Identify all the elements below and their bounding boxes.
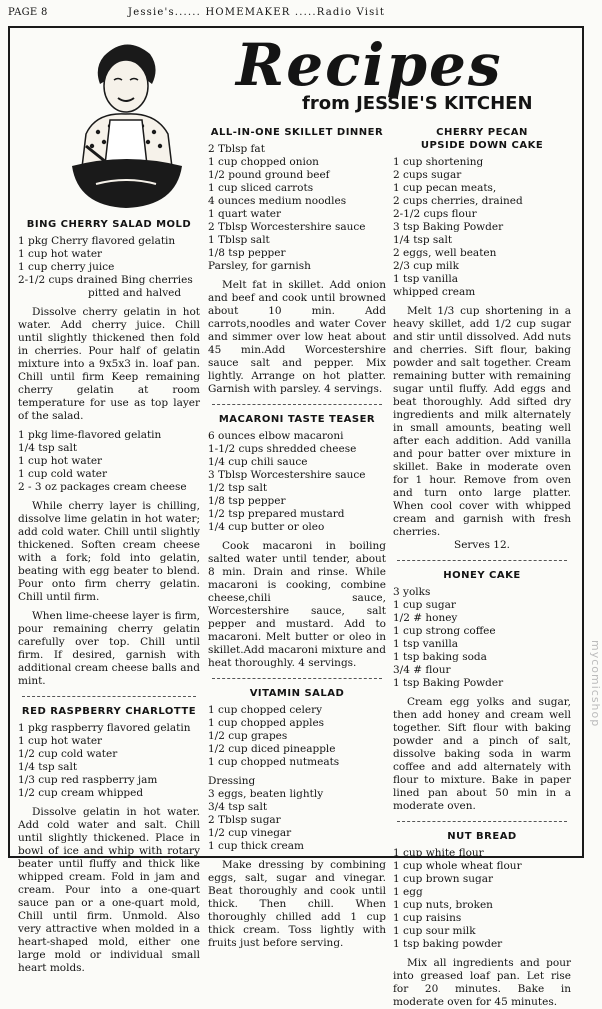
ingredient: 1 cup brown sugar <box>393 873 494 885</box>
ingredient: 2-1/2 cups drained Bing cherries <box>18 274 193 286</box>
ingredient: 1/2 cup vinegar <box>208 827 292 839</box>
ingredient: 1/4 tsp salt <box>18 761 78 773</box>
ingredient: 1 cup sugar <box>393 599 456 611</box>
ingredient: 1/2 cup grapes <box>208 730 288 742</box>
ingredient: 1 cup thick cream <box>208 840 304 852</box>
ingredient: 1 cup chopped celery <box>208 704 323 716</box>
ingredient-list <box>18 429 200 494</box>
ingredient: 1 cup chopped nutmeats <box>208 756 340 768</box>
ingredient: 1 cup cherry juice <box>18 261 115 273</box>
recipe-title: MACARONI TASTE TEASER <box>218 414 376 425</box>
ingredient: 2 Tblsp Worcestershire sauce <box>208 221 366 233</box>
ingredient: 3 Tblsp Worcestershire sauce <box>208 469 366 481</box>
instructions: Mix all ingredients and pour into greased loaf pan. Let rise for 20 minutes. Bake in moderate oven for 45 minutes. <box>393 957 571 1008</box>
ingredient: 1 pkg lime-flavored gelatin <box>18 429 162 441</box>
instructions: Dissolve gelatin in hot water. Add cold water and salt. Chill until slightly thickened. Place in bowl of ice and whip with rotary beater until fluffy and thick like whipped cream. Fold in jam and cream. Pour into a one-quart sauce pan or a one-quart mold, Chill until firm. Unmold. Also very attractive when molded in a heart-shaped mold, either one large mold or individual small heart molds. <box>18 806 200 974</box>
ingredient: 4 ounces medium noodles <box>208 195 347 207</box>
instructions: Dissolve cherry gelatin in hot water. Add cherry juice. Chill until slightly thickened then fold in cherries. Pour half of gelatin mixture into a 9x5x3 in. loaf pan. Chill until firm Keep remaining cherry gelatin at room temperature for use as top layer of the salad. <box>18 306 200 422</box>
ingredient: 1 tsp vanilla <box>393 273 458 285</box>
ingredient: 3 tsp Baking Powder <box>393 221 504 233</box>
ingredient: whipped cream <box>393 286 476 298</box>
ingredient: 2 - 3 oz packages cream cheese <box>18 481 187 493</box>
page-number: PAGE 8 <box>8 7 48 18</box>
ingredient: 2 Tblsp sugar <box>208 814 281 826</box>
instructions: Cook macaroni in boiling salted water until tender, about 8 min. Drain and rinse. While macaroni is cooking, combine cheese,chili sauce, Worcestershire sauce, salt pepper and mustard. Add to macaroni. Melt butter or oleo in skillet.Add macaroni mixture and heat thoroughly. 4 servings. <box>208 540 386 669</box>
recipe-title: NUT BREAD <box>447 831 517 842</box>
ingredient: 1 tsp baking powder <box>393 938 503 950</box>
instructions: Cream egg yolks and sugar, then add honey and cream well together. Sift flour with baking powder and a pinch of salt, dissolve baking soda in warm coffee and add alternately with flour to mixture. Bake in paper lined pan about 50 min in a moderate oven. <box>393 696 571 812</box>
ingredient: 2 cups cherries, drained <box>393 195 523 207</box>
ingredient: 3/4 # flour <box>393 664 451 676</box>
ingredient-list <box>208 704 386 769</box>
ingredient: 1 cup pecan meats, <box>393 182 497 194</box>
ingredient: 1-1/2 cups shredded cheese <box>208 443 357 455</box>
ingredient: 1/2 cup cold water <box>18 748 118 760</box>
divider <box>397 560 567 561</box>
ingredient: 2-1/2 cups flour <box>393 208 477 220</box>
instructions: Make dressing by combining eggs, salt, sugar and vinegar. Beat thoroughly and cook until thick. Then chill. When thoroughly chilled add 1 cup thick cream. Toss lightly with fruits just before serving. <box>208 859 386 949</box>
watermark: mycomicshop <box>589 640 602 728</box>
ingredient: 1/4 tsp salt <box>18 442 78 454</box>
ingredient: 1 egg <box>393 886 423 898</box>
ingredient: 1/2 cup cream whipped <box>18 787 144 799</box>
ingredient: 1 cup shortening <box>393 156 484 168</box>
ingredient: 1 pkg Cherry flavored gelatin <box>18 235 176 247</box>
instructions: While cherry layer is chilling, dissolve lime gelatin in hot water; add cold water. Chill until slightly thickened. Soften cream cheese with a fork; fold into gelatin, beating with egg beater to blend. Pour onto firm cherry gelatin. Chill until firm. <box>18 500 200 603</box>
instructions: Melt fat in skillet. Add onion and beef and cook until browned about 10 min. Add carrots,noodles and water Cover and simmer over low heat about 45 min.Add Worcestershire sauce salt and pepper. Mix lightly. Arrange on hot platter. Garnish with parsley. 4 servings. <box>208 279 386 395</box>
divider <box>22 696 196 697</box>
ingredient-list <box>208 788 386 853</box>
ingredient: 1/8 tsp pepper <box>208 495 286 507</box>
ingredient: 1/4 cup butter or oleo <box>208 521 325 533</box>
recipe-title: BING CHERRY SALAD MOLD <box>26 219 192 230</box>
ingredient: 1/4 tsp salt <box>393 234 453 246</box>
recipe-title: VITAMIN SALAD <box>249 688 345 699</box>
ingredient: 3/4 tsp salt <box>208 801 268 813</box>
ingredient: Parsley, for garnish <box>208 260 311 272</box>
ingredient-list <box>393 847 571 951</box>
column-2 <box>208 126 386 950</box>
ingredient: 1 cup strong coffee <box>393 625 496 637</box>
recipe-title: ALL-IN-ONE SKILLET DINNER <box>210 127 384 138</box>
column-1 <box>18 218 200 975</box>
ingredient: 1 cup whole wheat flour <box>393 860 522 872</box>
ingredient: 1 cup chopped apples <box>208 717 325 729</box>
ingredient-list <box>208 143 386 273</box>
ingredient: 1 cup cold water <box>18 468 108 480</box>
ingredient: 1/2 pound ground beef <box>208 169 330 181</box>
ingredient: 1 tsp baking soda <box>393 651 487 663</box>
instructions: Melt 1/3 cup shortening in a heavy skillet, add 1/2 cup sugar and stir until dissolved. Add nuts and cherries. Sift flour, baking powder and salt together. Cream remaining butter with remaining sugar until fluffy. Add eggs and beat thoroughly. Add sifted dry ingredients and milk alternately in small amounts, beating well after each addition. Add vanilla and pour batter over mixture in skillet. Bake in moderate oven for 1 hour. Remove from oven and turn onto large platter. When cool cover with whipped cream and garnish with fresh cherries. <box>393 305 571 538</box>
ingredient: 2 cups sugar <box>393 169 462 181</box>
divider <box>212 678 382 679</box>
ingredient: 1 cup sliced carrots <box>208 182 314 194</box>
recipe-title: CHERRY PECAN <box>436 127 528 138</box>
ingredient: 1 pkg raspberry flavored gelatin <box>18 722 191 734</box>
ingredient-list <box>18 235 200 300</box>
ingredient: 1 cup hot water <box>18 455 103 467</box>
servings: Serves 12. <box>454 539 510 551</box>
page-header <box>8 3 598 21</box>
ingredient: 1/2 cup diced pineapple <box>208 743 336 755</box>
ingredient: 2/3 cup milk <box>393 260 459 272</box>
ingredient: 1 cup nuts, broken <box>393 899 493 911</box>
masthead-subtitle: from JESSIE'S KITCHEN <box>302 93 533 114</box>
ingredient: 1/2 tsp prepared mustard <box>208 508 345 520</box>
ingredient: pitted and halved <box>88 287 182 299</box>
ingredient: 1/8 tsp pepper <box>208 247 286 259</box>
ingredient: 1/3 cup red raspberry jam <box>18 774 158 786</box>
divider <box>212 404 382 405</box>
ingredient: 1 cup hot water <box>18 248 103 260</box>
recipe-title-line-2: UPSIDE DOWN CAKE <box>420 140 544 151</box>
ingredient: 1/2 tsp salt <box>208 482 268 494</box>
ingredient: 3 eggs, beaten lightly <box>208 788 324 800</box>
masthead-title: Recipes <box>236 31 503 99</box>
ingredient: 2 Tblsp fat <box>208 143 265 155</box>
ingredient: 1 cup white flour <box>393 847 484 859</box>
ingredient: 1 Tblsp salt <box>208 234 270 246</box>
ingredient-list <box>393 156 571 299</box>
ingredient: 1 cup hot water <box>18 735 103 747</box>
cook-illustration <box>56 34 196 210</box>
divider <box>397 821 567 822</box>
ingredient-list <box>393 586 571 690</box>
recipe-title: RED RASPBERRY CHARLOTTE <box>21 706 197 717</box>
ingredient: 1 tsp vanilla <box>393 638 458 650</box>
ingredient: 1/2 # honey <box>393 612 458 624</box>
ingredient: 3 yolks <box>393 586 431 598</box>
ingredient: 6 ounces elbow macaroni <box>208 430 344 442</box>
instructions: When lime-cheese layer is firm, pour remaining cherry gelatin carefully over top. Chill until firm. If desired, garnish with additional cream cheese balls and mint. <box>18 610 200 687</box>
recipe-title: HONEY CAKE <box>443 570 521 581</box>
ingredient: 1 cup chopped onion <box>208 156 319 168</box>
ingredient-list <box>208 430 386 534</box>
running-title: Jessie's...... HOMEMAKER .....Radio Visit <box>128 7 386 18</box>
ingredient: 1 tsp Baking Powder <box>393 677 504 689</box>
ingredient: 1 cup raisins <box>393 912 462 924</box>
column-3 <box>393 126 571 1009</box>
ingredient: 1/4 cup chili sauce <box>208 456 308 468</box>
ingredient: 1 quart water <box>208 208 282 220</box>
ingredient: 1 cup sour milk <box>393 925 476 937</box>
ingredient-list <box>18 722 200 800</box>
ingredient: 2 eggs, well beaten <box>393 247 497 259</box>
dressing-label: Dressing <box>208 775 256 787</box>
